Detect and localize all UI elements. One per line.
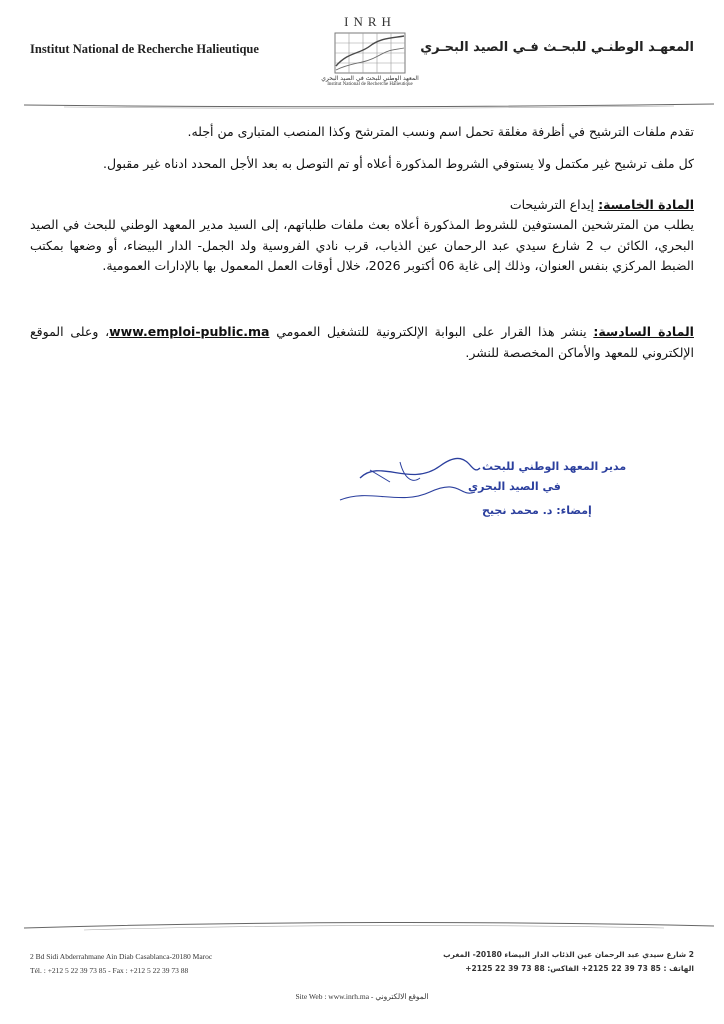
emploi-public-link[interactable]: www.emploi-public.ma (109, 324, 270, 339)
logo-subtitle-ar: المعهد الوطني للبحث في الصيد البحري (321, 75, 419, 82)
article-6-text-b: ، وعلى الموقع الإلكتروني للمعهد والأماكن المخصصة للنشر. (30, 324, 694, 360)
footer-address-fr: 2 Bd Sidi Abderrahmane Ain Diab Casablanca-20180 Maroc (30, 952, 213, 961)
footer-phone-ar: الهاتف : 85 73 39 22 2125+ الفاكس: 88 73 39 22 2125+ (465, 964, 694, 973)
paragraph-incomplete-files: كل ملف ترشيح غير مكتمل ولا يستوفي الشروط المذكورة أعلاه أو تم التوصل به بعد الأجل المحدد ادناه غير مقبول. (102, 156, 694, 171)
article-6-text-a: ينشر هذا القرار على البوابة الإلكترونية للتشغيل العمومي (269, 324, 594, 339)
inrh-logo (318, 14, 422, 94)
article-6-paragraph (30, 322, 694, 363)
director-signature (300, 448, 627, 528)
logo-grid-emblem (334, 32, 406, 74)
svg-text:إمضاء: د. محمد نجيح: إمضاء: د. محمد نجيح (482, 504, 592, 517)
article-5-title: إيداع الترشيحات (509, 197, 599, 212)
paragraph-sealed-envelopes: تقدم ملفات الترشيح في أظرفة مغلقة تحمل اسم ونسب المترشح وكذا المنصب المتبارى من أجله. (187, 124, 694, 139)
footer-phone-fr: Tél. : +212 5 22 39 73 85 - Fax : +212 5 22 39 73 88 (30, 966, 189, 975)
logo-acronym: INRH (344, 14, 396, 29)
article-5-label: المادة الخامسة: (598, 197, 694, 212)
article-6-label: المادة السادسة: (593, 324, 694, 339)
institution-name-fr: Institut National de Recherche Halieutique (30, 42, 259, 56)
logo-subtitle-fr: Institut National de Recherche Halieutique (327, 82, 413, 87)
header-divider (24, 96, 714, 106)
footer-address-ar: 2 شارع سيدي عبد الرحمان عين الذئاب الدار البيضاء 20180- المغرب (443, 950, 694, 959)
article-5-text: يطلب من المترشحين المستوفين للشروط المذكورة أعلاه بعث ملفات طلباتهم، إلى السيد مدير المعهد الوطني للبحث في الصيد البحري، الكائن ب 2 شارع سيدي عبد الرحمان عين الذياب، قرب نادي الفروسية ولد الجمل- الدار البيضاء، أو وضعها بمكتب الضبط المركزي بنفس العنوان، وذلك إلى غاية 06 أكتوبر 2026، خلال أوقات العمل المعمول بها بالإدارات العمومية. (30, 217, 694, 273)
svg-text:مدير المعهد الوطني للبحث: مدير المعهد الوطني للبحث (482, 460, 627, 473)
institution-name-ar: المعهـد الوطنـي للبحـث فـي الصيد البحـري (420, 40, 694, 55)
footer-website[interactable]: Site Web : www.inrh.ma - الموقع الالكتروني (295, 992, 429, 1001)
svg-text:في الصيد البحري: في الصيد البحري (468, 480, 561, 493)
article-5-heading (30, 195, 694, 216)
footer-divider (24, 916, 714, 934)
